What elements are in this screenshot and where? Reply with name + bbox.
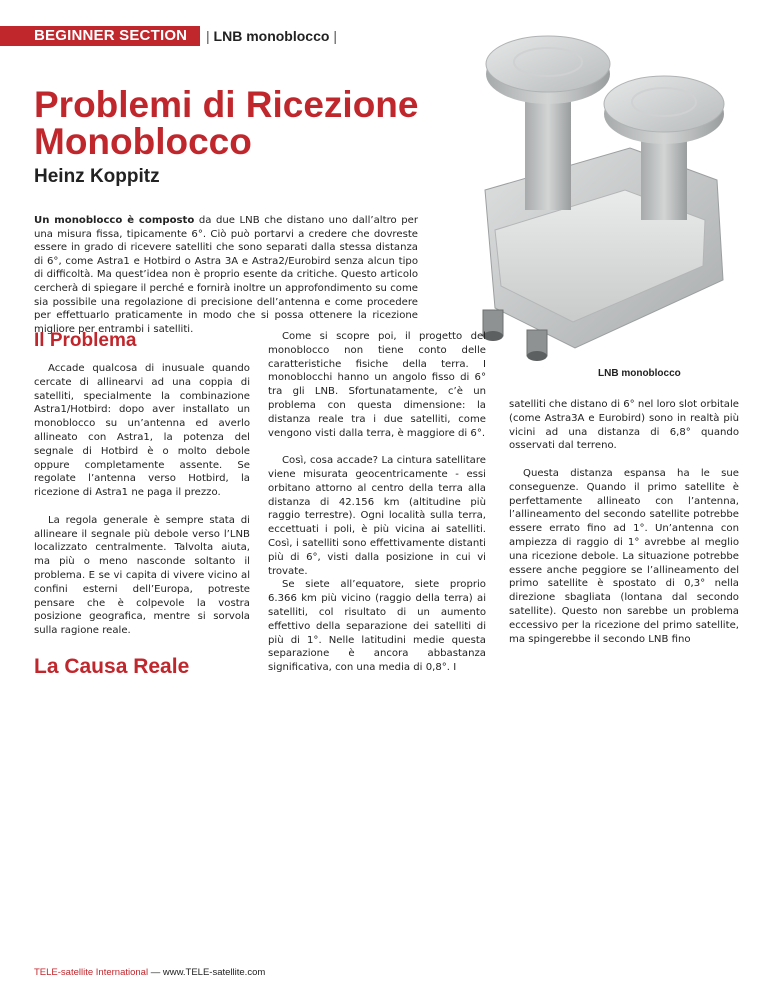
article-title-line1: Problemi di Ricezione [34,84,419,125]
heading-la-causa-reale: La Causa Reale [34,654,190,678]
paragraph: Così, cosa accade? La cintura satellitare viene misurata geocentricamente - essi orbitano attorno al centro della terra alla distanza di 42.156 km (altitudine più raggio terrestre). Ogni località sulla terra, eccettuati i poli, è più vicina ai satelliti. Così, i satelliti sono effettivamente distanti più di 6°, visti dalla posizione in cui vi trovate. [268,455,486,577]
lnb-monoblock-photo [455,30,755,366]
page-footer [34,967,265,978]
photo-caption: LNB monoblocco [598,368,681,379]
divider: | [206,28,210,44]
paragraph: Se siete all’equatore, siete proprio 6.366 km più vicino (raggio della terra) ai satelliti, col risultato di un aumento effettivo della separazione dei satelliti di più di 1°. Nelle latitudini medie questa separazione è ancora abbastanza significativa, con una media di 0,8°. I [268,579,486,674]
heading-il-problema: Il Problema [34,330,137,351]
paragraph: Questa distanza espansa ha le sue conseguenze. Quando il primo satellite è perfettamente allineato con l’antenna, l’allineamento del secondo satellite potrebbe essere errato fino ad 1°. Un’antenna con ampiezza di raggio di 1° avrebbe al meglio una ricezione debole. La situazione potrebbe essere anche peggiore se l’allineamento del primo satellite è spostato di 0,3° nella direzione sbagliata (lontana dal secondo satellite). Questo non sarebbe un problema eccessivo per la ricezione del primo satellite, ma spingerebbe il secondo LNB fino [509,467,739,645]
f-connector-icon [527,330,547,361]
section-topic-label: LNB monoblocco [213,28,330,44]
section-tag: BEGINNER SECTION [34,27,188,44]
divider: | [333,28,337,44]
article-intro [34,214,418,336]
article-title [34,86,454,160]
column-2 [268,330,486,675]
paragraph: satelliti che distano di 6° nel loro slot orbitale (come Astra3A e Eurobird) sono in realtà più vicini ad una distanza di 6,8° quando osservati dal terreno. [509,399,739,452]
footer-brand: TELE-satellite International [34,967,149,978]
f-connector-icon [483,310,503,341]
footer-url: www.TELE-satellite.com [162,967,266,978]
article-title-line2: Monoblocco [34,121,252,162]
column-3 [509,398,739,646]
intro-text: da due LNB che distano uno dall’altro per una misura fissa, tipicamente 6°. Ciò può portarvi a credere che dovreste essere in grado di ricevere satelliti che sono separati dalla stessa distanza di 6°, come Astra1 e Hotbird o Astra 3A e Astra2/Eurobird senza alcun tipo di difficoltà. Ma quest’idea non è proprio esente da critiche. Questo articolo cercherà di spiegare il perché e fornirà inoltre un approfondimento su come sia possibile una regolazione di precisione dell’antenna e come procedere per effettuarlo praticamente in modo che si possa ottenere la ricezione migliore per entrambi i satelliti. [34,215,418,335]
paragraph: Accade qualcosa di inusuale quando cercate di allinearvi ad una coppia di satelliti, specialmente la combinazione Astra1/Hotbird: dopo aver installato un monoblocco su un’antenna ed averlo allineato con Astra1, la potenza del segnale di Hotbird è o molto debole oppure completamente assente. Se regolate l’antenna verso Hotbird, la ricezione di Astra1 ne paga il prezzo. [34,363,250,499]
intro-lead: Un monoblocco è composto [34,215,195,226]
section-topic [206,26,337,46]
article-author: Heinz Koppitz [34,166,160,187]
footer-dash: — [150,967,161,978]
column-1 [34,330,250,688]
paragraph: Come si scopre poi, il progetto del monoblocco non tiene conto delle caratteristiche fisiche della terra. I monoblocchi hanno un angolo fisso di 6° tra gli LNB. Sfortunatamente, c’è un problema con questa dimensione: la distanza reale tra i due satelliti, come vengono visti dalla terra, è maggiore di 6°. [268,331,486,439]
paragraph: La regola generale è sempre stata di allineare il segnale più debole verso l’LNB localizzato centralmente. Talvolta aiuta, ma più o meno nasconde soltanto il problema. E se vi capita di vivere vicino al confini esterni dell’Europa, potreste pensare che è colpevole la vostra posizione geografica, mentre si sorvola sulla ragione reale. [34,514,250,637]
